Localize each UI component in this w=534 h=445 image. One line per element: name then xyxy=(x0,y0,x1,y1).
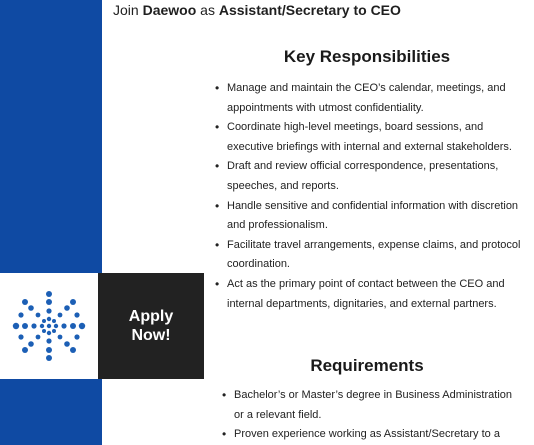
responsibilities-list xyxy=(213,79,529,314)
list-item: • Facilitate travel arrangements, expense claims, and protocol coordination. xyxy=(213,236,529,275)
as-text: as xyxy=(200,2,215,18)
logo-panel xyxy=(0,273,98,379)
join-prefix: Join xyxy=(113,2,139,18)
responsibilities-heading: Key Responsibilities xyxy=(283,47,451,66)
list-item: • Handle sensitive and confidential information with discretion and professionalism. xyxy=(213,197,529,236)
list-item: • Proven experience working as Assistant/Secretary to a xyxy=(220,425,520,445)
list-item: • Coordinate high-level meetings, board sessions, and executive briefings with internal and external stakeholders. xyxy=(213,118,529,157)
list-item: • Bachelor’s or Master’s degree in Business Administration or a relevant field. xyxy=(220,386,520,425)
list-item: • Manage and maintain the CEO’s calendar, meetings, and appointments with utmost confidentiality. xyxy=(213,79,529,118)
position-title: Assistant/Secretary to CEO xyxy=(218,2,401,18)
apply-now-button[interactable] xyxy=(98,273,204,379)
apply-now-line2: Now! xyxy=(131,327,171,344)
daewoo-logo-icon xyxy=(6,291,92,361)
job-title-line xyxy=(113,2,401,18)
list-item: • Draft and review official correspondence, presentations, speeches, and reports. xyxy=(213,157,529,196)
requirements-list xyxy=(220,386,520,445)
company-name: Daewoo xyxy=(142,2,197,18)
apply-now-line1: Apply xyxy=(128,308,174,325)
list-item: • Act as the primary point of contact between the CEO and internal departments, dignitaries, and external partners. xyxy=(213,275,529,314)
requirements-heading: Requirements xyxy=(310,356,424,375)
